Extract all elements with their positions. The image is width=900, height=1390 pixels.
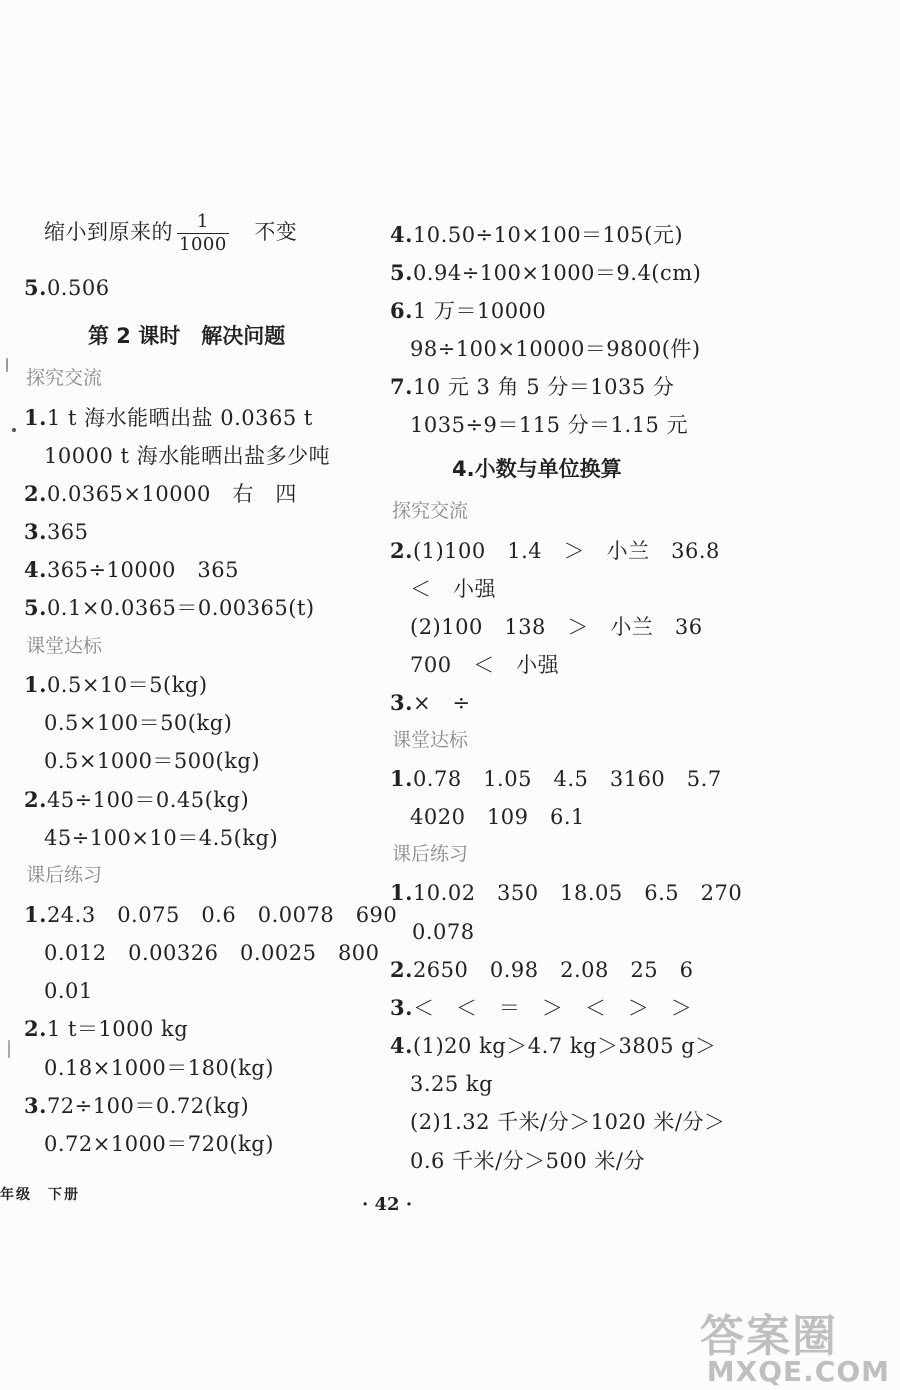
answer-line [24, 518, 89, 546]
item-number: 1. [390, 880, 413, 905]
answer-text: 1 t 海水能晒出盐 0.0365 t [46, 406, 313, 430]
denominator: 1000 [179, 234, 227, 255]
answer-line [390, 1032, 717, 1060]
answer-text: 0.78 1.05 4.5 3160 5.7 [412, 767, 722, 791]
answer-text: × ÷ [412, 691, 471, 715]
answer-line [390, 297, 546, 325]
answer-line: 0.5×1000＝500(kg) [44, 749, 261, 773]
item-number: 4. [390, 222, 413, 247]
answer-line [390, 765, 722, 793]
answer-text: 1 t＝1000 kg [46, 1017, 189, 1041]
answer-text: 24.3 0.075 0.6 0.0078 690 [46, 903, 398, 927]
scan-speck [6, 358, 8, 372]
answer-text: (1)100 1.4 ＞ 小兰 36.8 [412, 539, 720, 563]
answer-text: 45÷100＝0.45(kg) [46, 788, 250, 812]
section-label: 探究交流 [392, 500, 469, 522]
item-number: 2. [24, 787, 47, 812]
answer-text: 2650 0.98 2.08 25 6 [412, 958, 694, 982]
answer-line: 0.72×1000＝720(kg) [44, 1132, 274, 1156]
answer-line [24, 671, 208, 699]
text: 缩小到原来的 [44, 220, 173, 244]
answer-line [390, 689, 471, 717]
answer-line: 10000 t 海水能晒出盐多少吨 [44, 444, 331, 468]
answer-line: 98÷100×10000＝9800(件) [410, 337, 701, 361]
answer-line [24, 1092, 249, 1120]
answer-line: 0.18×1000＝180(kg) [44, 1056, 274, 1080]
item-number: 2. [24, 481, 47, 506]
answer-text: 0.0365×10000 右 四 [46, 482, 297, 506]
answer-line [390, 879, 742, 907]
answer-line [390, 956, 693, 984]
watermark-top-text: 答案圈 [700, 1311, 838, 1362]
item-number: 3. [24, 1093, 47, 1118]
answer-line [24, 786, 249, 814]
answer-line: 0.6 千米/分＞500 米/分 [410, 1149, 645, 1173]
item-number: 1. [24, 405, 47, 430]
answer-text: 0.5×10＝5(kg) [46, 673, 208, 697]
watermark-logo [700, 1300, 890, 1388]
answer-text: 1 万＝10000 [412, 299, 547, 323]
answer-line [24, 901, 397, 929]
fraction [177, 211, 229, 256]
answer-line: (2)100 138 ＞ 小兰 36 [410, 615, 703, 639]
page-number: · 42 · [362, 1194, 413, 1215]
item-number: 2. [390, 957, 413, 982]
item-number: 1. [24, 902, 47, 927]
answer-line [390, 259, 701, 287]
section-label: 探究交流 [26, 367, 103, 389]
item-number: 5. [390, 260, 413, 285]
answer-line [390, 994, 692, 1022]
item-number: 1. [390, 766, 413, 791]
answer-text: 0.1×0.0365＝0.00365(t) [46, 596, 315, 620]
answer-text: 365÷10000 365 [46, 558, 240, 582]
item-number: 5. [24, 595, 47, 620]
answer-text: 0.94÷100×1000＝9.4(cm) [412, 261, 702, 285]
item-number: 7. [390, 374, 413, 399]
item-number: 6. [390, 298, 413, 323]
item-number: 3. [390, 995, 413, 1020]
answer-line [24, 556, 239, 584]
answer-line: 4020 109 6.1 [410, 805, 585, 829]
answer-line [390, 221, 683, 249]
answer-text: 365 [46, 520, 89, 544]
footer-grade-label: 年级 下册 [0, 1187, 80, 1203]
item-number: 1. [24, 672, 47, 697]
watermark-bottom-text: MXQE.COM [706, 1355, 890, 1388]
item-number: 3. [390, 690, 413, 715]
section-label: 课堂达标 [26, 635, 103, 657]
answer-line: 0.078 [412, 920, 475, 944]
answer-line: 45÷100×10＝4.5(kg) [44, 826, 279, 850]
lesson-heading: 4.小数与单位换算 [452, 457, 622, 481]
answer-text: 72÷100＝0.72(kg) [46, 1094, 250, 1118]
answer-text: 0.506 [46, 276, 110, 300]
numerator: 1 [177, 211, 229, 234]
item-number: 3. [24, 519, 47, 544]
answer-line: (2)1.32 千米/分＞1020 米/分＞ [410, 1110, 726, 1134]
answer-line: 1035÷9＝115 分＝1.15 元 [410, 413, 689, 437]
section-label: 课后练习 [392, 843, 469, 865]
answer-line: ＜ 小强 [410, 577, 496, 601]
answer-line [390, 537, 720, 565]
item-number: 4. [24, 557, 47, 582]
answer-line [24, 404, 313, 432]
item-number: 4. [390, 1033, 413, 1058]
answer-line [24, 1015, 188, 1043]
fraction-line [44, 206, 297, 258]
section-label: 课堂达标 [392, 729, 469, 751]
scan-speck [12, 428, 16, 432]
item-number: 2. [24, 1016, 47, 1041]
lesson-heading: 第 2 课时 解决问题 [88, 324, 286, 348]
answer-line: 0.012 0.00326 0.0025 800 [44, 941, 380, 965]
answer-text: 10 元 3 角 5 分＝1035 分 [412, 375, 675, 399]
answer-line [24, 274, 110, 302]
answer-line: 700 ＜ 小强 [410, 653, 560, 677]
answer-text: 10.02 350 18.05 6.5 270 [412, 881, 743, 905]
answer-text: ＜ ＜ ＝ ＞ ＜ ＞ ＞ [412, 996, 693, 1020]
answer-line: 0.5×100＝50(kg) [44, 711, 233, 735]
answer-line [24, 480, 297, 508]
answer-line: 0.01 [44, 979, 93, 1003]
text: 不变 [254, 220, 298, 244]
answer-line [390, 373, 674, 401]
answer-line: 3.25 kg [410, 1072, 494, 1096]
answer-text: (1)20 kg＞4.7 kg＞3805 g＞ [412, 1034, 717, 1058]
answer-text: 10.50÷10×100＝105(元) [412, 223, 684, 247]
answer-line [24, 594, 315, 622]
scan-speck [8, 1040, 10, 1058]
item-number: 2. [390, 538, 413, 563]
section-label: 课后练习 [26, 864, 103, 886]
item-number: 5. [24, 275, 47, 300]
